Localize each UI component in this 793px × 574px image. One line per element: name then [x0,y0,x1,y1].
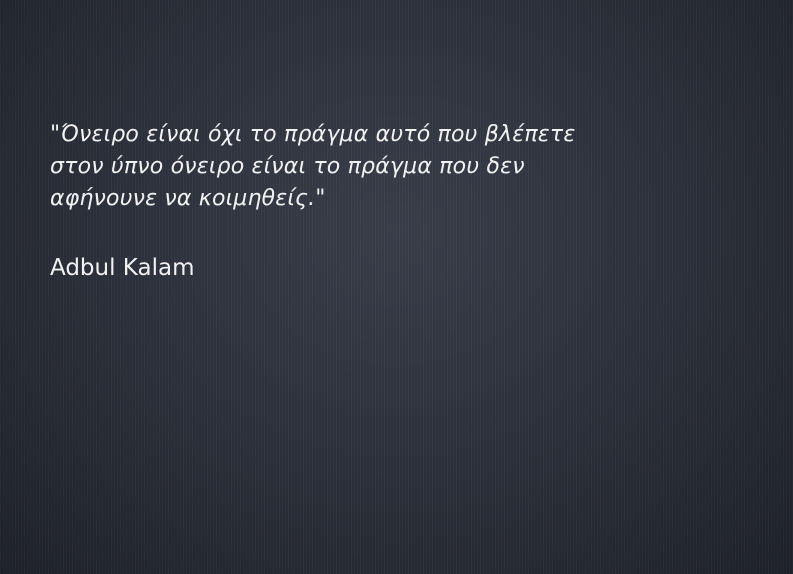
quote-text [50,119,690,215]
quote-line-3: αφήνουνε να κοιμηθείς." [50,186,326,211]
quote-line-2: στον ύπνο όνειρο είναι το πράγμα που δεν [50,154,525,179]
quote-line-1: "Όνειρο είναι όχι το πράγμα αυτό που βλέπετε [50,122,576,147]
quote-card [50,119,690,283]
quote-author: Adbul Kalam [50,255,195,281]
